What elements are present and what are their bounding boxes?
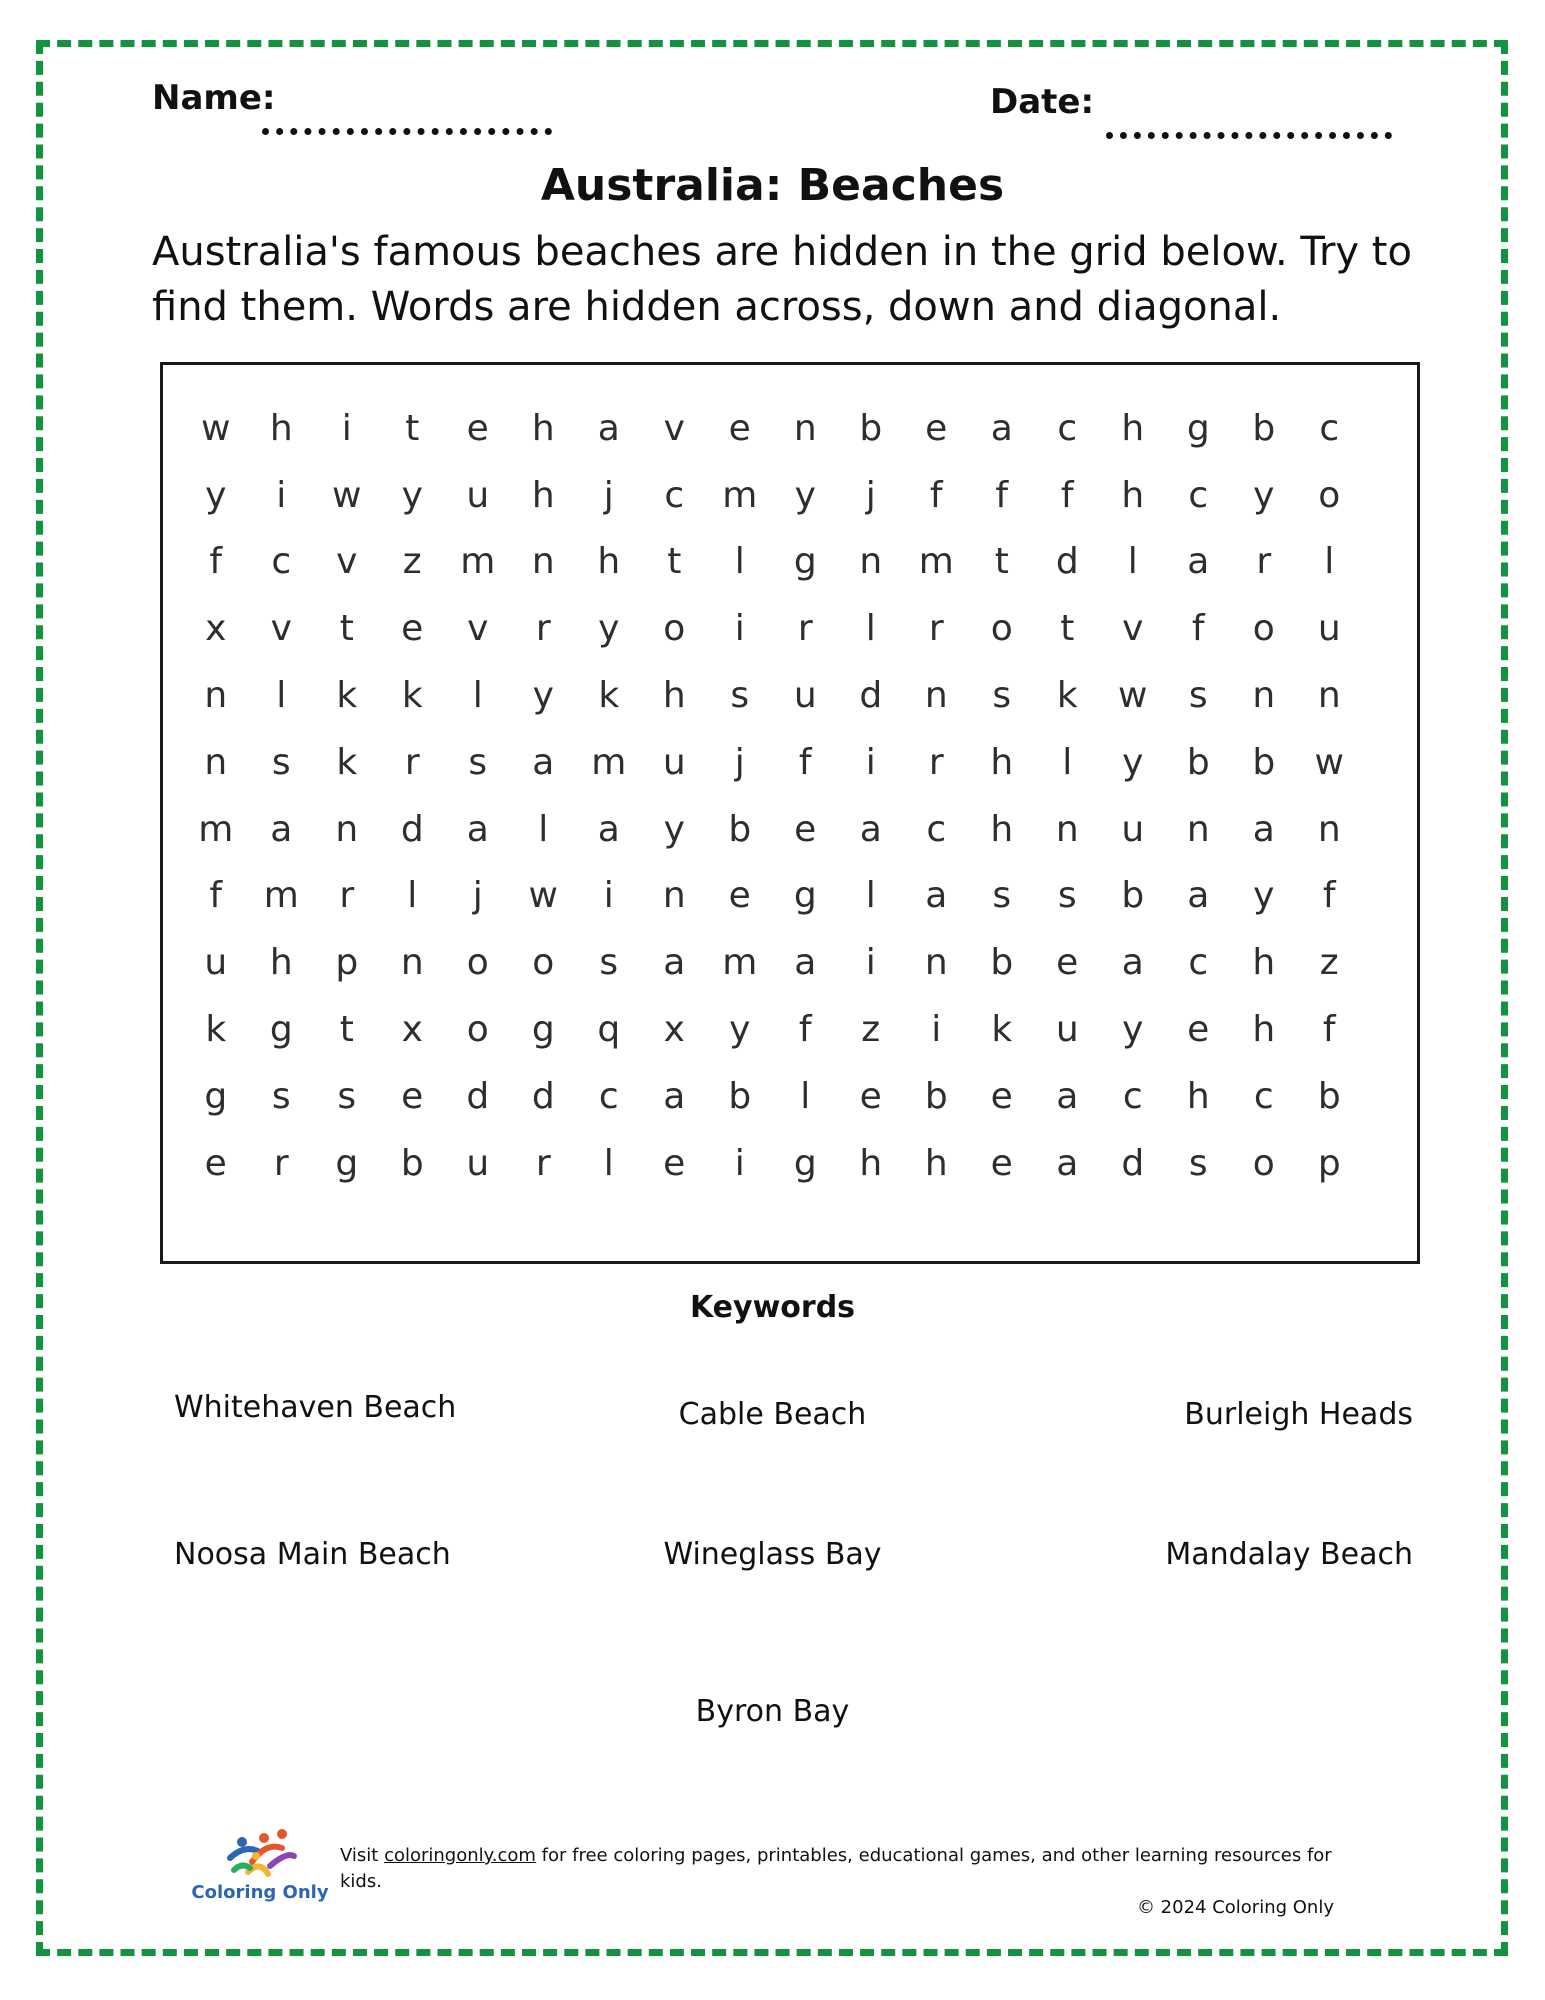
date-field-line[interactable]	[1106, 132, 1392, 139]
grid-letter[interactable]: f	[929, 474, 943, 516]
grid-letter[interactable]: a	[990, 407, 1013, 449]
grid-letter[interactable]: r	[535, 1142, 551, 1184]
grid-letter[interactable]: a	[270, 808, 293, 850]
grid-letter[interactable]: x	[663, 1009, 685, 1051]
grid-letter[interactable]: m	[263, 875, 299, 917]
grid-letter[interactable]: b	[728, 808, 752, 850]
grid-letter[interactable]: z	[861, 1009, 881, 1051]
grid-letter[interactable]: k	[336, 741, 358, 783]
grid-letter[interactable]: y	[794, 474, 816, 516]
grid-letter[interactable]: i	[931, 1009, 942, 1051]
grid-letter[interactable]: e	[794, 808, 817, 850]
grid-letter[interactable]: o	[1318, 474, 1341, 516]
grid-letter[interactable]: a	[1056, 1075, 1079, 1117]
grid-letter[interactable]: d	[531, 1075, 555, 1117]
grid-letter[interactable]: o	[532, 942, 555, 984]
grid-letter[interactable]: s	[992, 875, 1012, 917]
keyword-item: Noosa Main Beach	[174, 1537, 451, 1572]
grid-letter[interactable]: b	[400, 1142, 424, 1184]
grid-letter[interactable]: i	[341, 407, 352, 449]
grid-letter[interactable]: y	[532, 675, 554, 717]
grid-letter[interactable]: l	[1127, 541, 1138, 583]
grid-letter[interactable]: f	[1191, 608, 1205, 650]
grid-letter[interactable]: g	[793, 1142, 817, 1184]
grid-letter[interactable]: a	[532, 741, 555, 783]
grid-letter[interactable]: m	[198, 808, 234, 850]
grid-letter[interactable]: y	[401, 474, 423, 516]
grid-letter[interactable]: a	[794, 942, 817, 984]
grid-letter[interactable]: g	[793, 875, 817, 917]
grid-letter[interactable]: h	[924, 1142, 948, 1184]
grid-letter[interactable]: c	[1319, 407, 1340, 449]
grid-letter[interactable]: r	[928, 608, 944, 650]
page-title: Australia: Beaches	[540, 160, 1005, 211]
grid-letter[interactable]: x	[401, 1009, 423, 1051]
grid-letter[interactable]: m	[591, 741, 627, 783]
grid-letter[interactable]: k	[991, 1009, 1013, 1051]
grid-letter[interactable]: t	[405, 407, 420, 449]
grid-letter[interactable]: f	[798, 1009, 812, 1051]
grid-letter[interactable]: n	[400, 942, 424, 984]
grid-letter[interactable]: l	[603, 1142, 614, 1184]
grid-letter[interactable]: h	[1252, 942, 1276, 984]
grid-letter[interactable]: h	[1186, 1075, 1210, 1117]
grid-letter[interactable]: o	[466, 1009, 489, 1051]
grid-letter[interactable]: u	[1121, 808, 1145, 850]
grid-letter[interactable]: z	[1319, 942, 1339, 984]
keyword-item: Burleigh Heads	[1184, 1397, 1413, 1432]
footer	[340, 1843, 1340, 1921]
logo-text: Coloring Only	[191, 1882, 329, 1903]
footer-copyright: © 2024 Coloring Only	[1136, 1897, 1334, 1918]
grid-letter[interactable]: u	[1317, 608, 1341, 650]
grid-letter[interactable]: w	[1118, 675, 1148, 717]
grid-letter[interactable]: r	[797, 608, 813, 650]
grid-letter[interactable]: a	[1121, 942, 1144, 984]
grid-letter[interactable]: f	[209, 875, 223, 917]
grid-letter[interactable]: b	[1317, 1075, 1341, 1117]
grid-letter[interactable]: s	[271, 1075, 291, 1117]
grid-letter[interactable]: u	[793, 675, 817, 717]
grid-letter[interactable]: p	[1317, 1142, 1341, 1184]
instructions-text: Australia's famous beaches are hidden in the grid below. Try to find them. Words are hidden across, down and diagonal.	[152, 229, 1412, 330]
grid-letter[interactable]: i	[276, 474, 287, 516]
grid-letter[interactable]: d	[1055, 541, 1079, 583]
grid-letter[interactable]: e	[204, 1142, 227, 1184]
grid-letter[interactable]: k	[336, 675, 358, 717]
grid-letter[interactable]: n	[793, 407, 817, 449]
grid-letter[interactable]: s	[730, 675, 750, 717]
grid-letter[interactable]: e	[466, 407, 489, 449]
grid-letter[interactable]: n	[1055, 808, 1079, 850]
grid-letter[interactable]: e	[1187, 1009, 1210, 1051]
grid-letter[interactable]: l	[538, 808, 549, 850]
grid-letter[interactable]: j	[472, 875, 483, 917]
grid-letter[interactable]: n	[204, 741, 228, 783]
grid-letter[interactable]: h	[990, 741, 1014, 783]
grid-letter[interactable]: i	[734, 608, 745, 650]
grid-letter[interactable]: y	[663, 808, 685, 850]
grid-letter[interactable]: c	[926, 808, 947, 850]
grid-letter[interactable]: c	[1122, 1075, 1143, 1117]
grid-letter[interactable]: n	[335, 808, 359, 850]
grid-letter[interactable]: r	[273, 1142, 289, 1184]
grid-letter[interactable]: b	[1252, 407, 1276, 449]
keyword-item: Wineglass Bay	[663, 1537, 882, 1572]
grid-letter[interactable]: r	[339, 875, 355, 917]
grid-letter[interactable]: y	[729, 1009, 751, 1051]
grid-letter[interactable]: h	[990, 808, 1014, 850]
grid-letter[interactable]: n	[662, 875, 686, 917]
grid-letter[interactable]: n	[924, 942, 948, 984]
grid-letter[interactable]: w	[1314, 741, 1344, 783]
grid-letter[interactable]: i	[865, 741, 876, 783]
grid-letter[interactable]: n	[1186, 808, 1210, 850]
grid-letter[interactable]: m	[722, 474, 758, 516]
keywords-heading: Keywords	[689, 1290, 856, 1325]
keyword-item: Cable Beach	[678, 1397, 867, 1432]
grid-letter[interactable]: b	[924, 1075, 948, 1117]
grid-letter[interactable]: k	[1056, 675, 1078, 717]
grid-letter[interactable]: s	[468, 741, 488, 783]
grid-letter[interactable]: z	[402, 541, 422, 583]
grid-letter[interactable]: c	[1188, 474, 1209, 516]
grid-letter[interactable]: l	[865, 608, 876, 650]
grid-letter[interactable]: f	[1060, 474, 1074, 516]
grid-letter[interactable]: i	[603, 875, 614, 917]
grid-letter[interactable]: l	[1324, 541, 1335, 583]
grid-letter[interactable]: t	[339, 1009, 354, 1051]
grid-letter[interactable]: j	[603, 474, 614, 516]
grid-letter[interactable]: h	[1121, 474, 1145, 516]
grid-letter[interactable]: t	[667, 541, 682, 583]
grid-letter[interactable]: a	[597, 808, 620, 850]
footer-link[interactable]: coloringonly.com	[384, 1845, 536, 1866]
grid-letter[interactable]: l	[865, 875, 876, 917]
grid-letter[interactable]: g	[793, 541, 817, 583]
grid-letter[interactable]: e	[990, 1075, 1013, 1117]
grid-letter[interactable]: f	[1322, 1009, 1336, 1051]
grid-letter[interactable]: o	[1252, 608, 1275, 650]
grid-letter[interactable]: b	[1186, 741, 1210, 783]
grid-letter[interactable]: e	[859, 1075, 882, 1117]
keyword-item: Whitehaven Beach	[174, 1390, 457, 1425]
grid-letter[interactable]: x	[205, 608, 227, 650]
grid-letter[interactable]: g	[204, 1075, 228, 1117]
grid-letter[interactable]: l	[800, 1075, 811, 1117]
word-search-box	[160, 362, 1420, 1264]
grid-letter[interactable]: j	[734, 741, 745, 783]
grid-letter[interactable]: r	[928, 741, 944, 783]
grid-letter[interactable]: d	[466, 1075, 490, 1117]
grid-letter[interactable]: u	[1055, 1009, 1079, 1051]
footer-rest-text: for free coloring pages, printables, educational games, and other learning resources for kids.	[340, 1845, 1332, 1892]
grid-letter[interactable]: v	[336, 541, 358, 583]
grid-letter[interactable]: a	[925, 875, 948, 917]
grid-letter[interactable]: a	[1252, 808, 1275, 850]
grid-letter[interactable]: u	[466, 1142, 490, 1184]
grid-letter[interactable]: w	[332, 474, 362, 516]
grid-letter[interactable]: w	[528, 875, 558, 917]
grid-letter[interactable]: l	[1062, 741, 1073, 783]
grid-letter[interactable]: q	[597, 1009, 621, 1051]
grid-letter[interactable]: l	[276, 675, 287, 717]
grid-letter[interactable]: m	[460, 541, 496, 583]
grid-letter[interactable]: k	[401, 675, 423, 717]
grid-letter[interactable]: h	[597, 541, 621, 583]
grid-letter[interactable]: w	[201, 407, 231, 449]
grid-letter[interactable]: e	[728, 875, 751, 917]
grid-letter[interactable]: p	[335, 942, 359, 984]
grid-letter[interactable]: l	[407, 875, 418, 917]
grid-letter[interactable]: c	[271, 541, 292, 583]
grid-letter[interactable]: s	[599, 942, 619, 984]
grid-letter[interactable]: u	[204, 942, 228, 984]
grid-letter[interactable]: b	[1121, 875, 1145, 917]
grid-letter[interactable]: v	[1122, 608, 1144, 650]
grid-letter[interactable]: m	[918, 541, 954, 583]
grid-letter[interactable]: v	[270, 608, 292, 650]
grid-letter[interactable]: t	[339, 608, 354, 650]
grid-letter[interactable]: r	[404, 741, 420, 783]
grid-letter[interactable]: c	[1253, 1075, 1274, 1117]
grid-letter[interactable]: y	[1122, 741, 1144, 783]
grid-letter[interactable]: u	[466, 474, 490, 516]
grid-letter[interactable]: d	[1121, 1142, 1145, 1184]
grid-letter[interactable]: f	[995, 474, 1009, 516]
grid-letter[interactable]: g	[335, 1142, 359, 1184]
grid-letter[interactable]: n	[1317, 808, 1341, 850]
grid-letter[interactable]: s	[1188, 1142, 1208, 1184]
grid-letter[interactable]: s	[1188, 675, 1208, 717]
grid-letter[interactable]: e	[728, 407, 751, 449]
grid-letter[interactable]: s	[1057, 875, 1077, 917]
grid-letter[interactable]: c	[1057, 407, 1078, 449]
grid-letter[interactable]: y	[1122, 1009, 1144, 1051]
grid-letter[interactable]: d	[400, 808, 424, 850]
grid-letter[interactable]: a	[1056, 1142, 1079, 1184]
grid-letter[interactable]: n	[924, 675, 948, 717]
grid-letter[interactable]: y	[205, 474, 227, 516]
grid-letter[interactable]: i	[734, 1142, 745, 1184]
grid-letter[interactable]: f	[798, 741, 812, 783]
grid-letter[interactable]: d	[859, 675, 883, 717]
grid-letter[interactable]: n	[531, 541, 555, 583]
grid-letter[interactable]: v	[663, 407, 685, 449]
grid-letter[interactable]: h	[531, 474, 555, 516]
figures-logo-icon	[190, 1822, 330, 1882]
grid-letter[interactable]: e	[401, 608, 424, 650]
grid-letter[interactable]: h	[859, 1142, 883, 1184]
footer-visit-text: Visit	[340, 1845, 385, 1866]
grid-letter[interactable]: o	[466, 942, 489, 984]
grid-letter[interactable]: h	[1121, 407, 1145, 449]
grid-letter[interactable]: f	[1322, 875, 1336, 917]
grid-letter[interactable]: m	[722, 942, 758, 984]
grid-letter[interactable]: b	[859, 407, 883, 449]
grid-letter[interactable]: b	[728, 1075, 752, 1117]
grid-letter[interactable]: a	[663, 1075, 686, 1117]
grid-letter[interactable]: e	[925, 407, 948, 449]
grid-letter[interactable]: u	[662, 741, 686, 783]
grid-letter[interactable]: h	[269, 407, 293, 449]
grid-letter[interactable]: s	[337, 1075, 357, 1117]
grid-letter[interactable]: n	[1317, 675, 1341, 717]
grid-letter[interactable]: c	[1188, 942, 1209, 984]
grid-letter[interactable]: i	[865, 942, 876, 984]
grid-letter[interactable]: k	[205, 1009, 227, 1051]
grid-letter[interactable]: e	[990, 1142, 1013, 1184]
grid-letter[interactable]: h	[1252, 1009, 1276, 1051]
grid-letter[interactable]: b	[990, 942, 1014, 984]
grid-letter[interactable]: l	[472, 675, 483, 717]
grid-letter[interactable]: r	[1256, 541, 1272, 583]
grid-letter[interactable]: y	[1253, 875, 1275, 917]
grid-letter[interactable]: f	[209, 541, 223, 583]
grid-letter[interactable]: t	[1060, 608, 1075, 650]
grid-letter[interactable]: h	[269, 942, 293, 984]
grid-letter[interactable]: a	[859, 808, 882, 850]
grid-letter[interactable]: h	[662, 675, 686, 717]
grid-letter[interactable]: g	[1186, 407, 1210, 449]
grid-letter[interactable]: e	[401, 1075, 424, 1117]
name-field-line[interactable]	[262, 128, 552, 135]
keyword-item: Byron Bay	[695, 1694, 850, 1729]
grid-letter[interactable]: r	[535, 608, 551, 650]
grid-letter[interactable]: g	[269, 1009, 293, 1051]
grid-letter[interactable]: g	[531, 1009, 555, 1051]
grid-letter[interactable]: a	[663, 942, 686, 984]
grid-letter[interactable]: o	[990, 608, 1013, 650]
grid-letter[interactable]: y	[598, 608, 620, 650]
grid-letter[interactable]: n	[204, 675, 228, 717]
grid-letter[interactable]: a	[597, 407, 620, 449]
grid-letter[interactable]: c	[664, 474, 685, 516]
grid-letter[interactable]: s	[271, 741, 291, 783]
grid-letter[interactable]: v	[467, 608, 489, 650]
grid-letter[interactable]: a	[1187, 875, 1210, 917]
grid-letter[interactable]: j	[865, 474, 876, 516]
keyword-item: Mandalay Beach	[1165, 1537, 1413, 1572]
grid-letter[interactable]: o	[1252, 1142, 1275, 1184]
grid-letter[interactable]: e	[1056, 942, 1079, 984]
grid-letter[interactable]: h	[531, 407, 555, 449]
grid-letter[interactable]: e	[663, 1142, 686, 1184]
word-search-grid	[183, 395, 1362, 1197]
grid-letter[interactable]: a	[1187, 541, 1210, 583]
grid-letter[interactable]: o	[663, 608, 686, 650]
grid-letter[interactable]: y	[1253, 474, 1275, 516]
grid-letter[interactable]: k	[598, 675, 620, 717]
date-label: Date:	[990, 82, 1095, 122]
grid-letter[interactable]: l	[734, 541, 745, 583]
name-label: Name:	[152, 78, 276, 118]
grid-letter[interactable]: b	[1252, 741, 1276, 783]
grid-letter[interactable]: a	[466, 808, 489, 850]
grid-letter[interactable]: n	[1252, 675, 1276, 717]
grid-letter[interactable]: n	[859, 541, 883, 583]
grid-letter[interactable]: s	[992, 675, 1012, 717]
coloring-only-logo	[190, 1822, 330, 1912]
grid-letter[interactable]: c	[598, 1075, 619, 1117]
grid-letter[interactable]: t	[994, 541, 1009, 583]
